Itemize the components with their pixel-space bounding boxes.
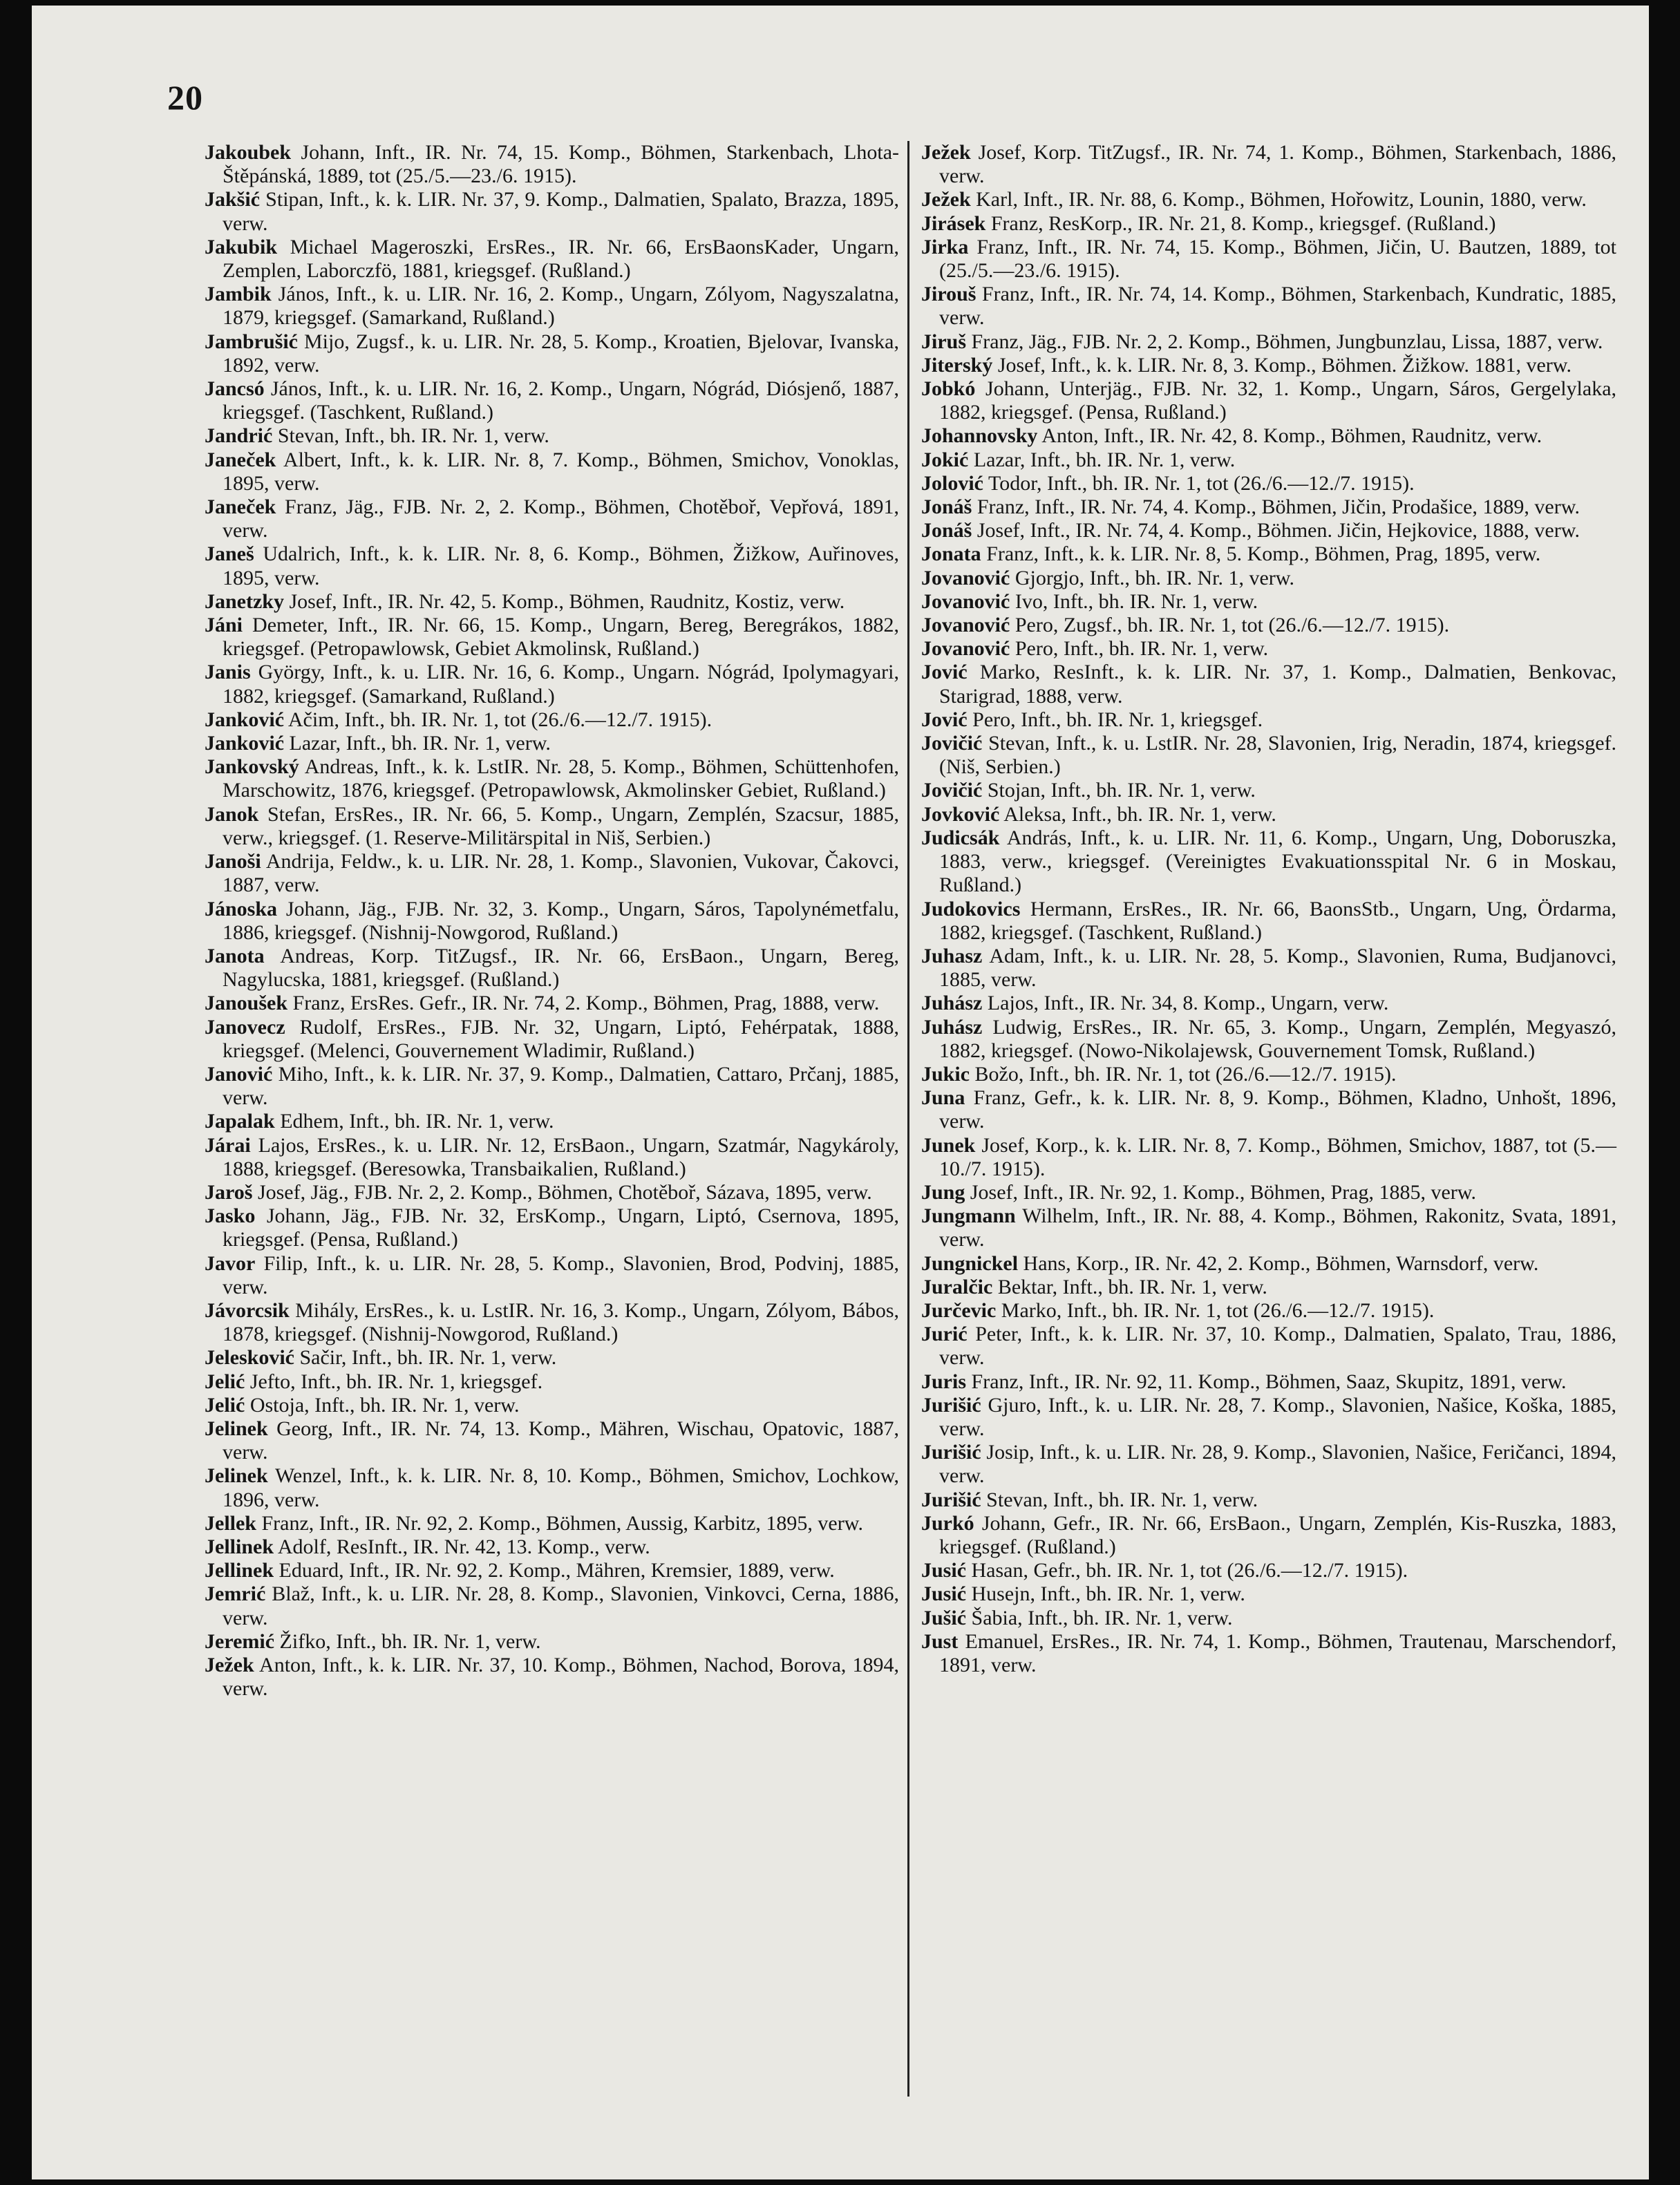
list-item — [921, 495, 1616, 519]
entry-details: Stevan, Inft., bh. IR. Nr. 1, verw. — [986, 1488, 1258, 1511]
entry-details: Franz, Jäg., FJB. Nr. 2, 2. Komp., Böhmen, Chotěboř, Vepřová, 1891, verw. — [223, 495, 900, 542]
entry-details: Franz, Inft., IR. Nr. 74, 14. Komp., Böhmen, Starkenbach, Kundratic, 1885, verw. — [939, 283, 1617, 330]
entry-surname: Jeremić — [205, 1629, 275, 1653]
list-item — [921, 1299, 1616, 1323]
list-item — [205, 732, 899, 755]
list-item — [205, 898, 899, 945]
entry-surname: Jurčevic — [921, 1298, 997, 1322]
entry-details: Franz, Inft., IR. Nr. 74, 15. Komp., Böhmen, Jičin, U. Bautzen, 1889, tot (25./5.—23./6. 1915). — [939, 235, 1616, 283]
list-item — [921, 1582, 1616, 1606]
entry-surname: Jobkó — [921, 377, 976, 401]
list-item — [921, 472, 1616, 495]
entry-details: Bektar, Inft., bh. IR. Nr. 1, verw. — [997, 1275, 1267, 1298]
list-item — [921, 330, 1616, 354]
entry-details: Josef, Inft., IR. Nr. 42, 5. Komp., Böhmen, Raudnitz, Kostiz, verw. — [289, 589, 845, 613]
list-item — [921, 1441, 1616, 1488]
right-column — [921, 141, 1616, 1677]
list-item — [205, 1535, 899, 1559]
entry-surname: Jakšić — [205, 188, 261, 211]
entry-surname: Jonata — [921, 542, 981, 566]
list-item — [205, 141, 899, 188]
list-item — [205, 850, 899, 897]
entry-surname: Janoušek — [205, 992, 288, 1015]
list-item — [921, 1181, 1616, 1204]
entry-surname: Jemrić — [205, 1582, 266, 1606]
entry-surname: Janis — [205, 661, 251, 684]
entry-surname: Juralčic — [921, 1275, 993, 1298]
entry-surname: Japalak — [205, 1110, 275, 1133]
entry-details: Pero, Zugsf., bh. IR. Nr. 1, tot (26./6.—12./7. 1915). — [1014, 614, 1450, 637]
entry-surname: Jović — [921, 661, 968, 684]
list-item — [205, 1370, 899, 1394]
entry-surname: Janeček — [205, 448, 276, 471]
list-item — [205, 1016, 899, 1063]
list-item — [921, 424, 1616, 448]
entry-surname: Jolović — [921, 471, 983, 495]
list-item — [921, 637, 1616, 661]
entry-surname: Jurišić — [921, 1488, 981, 1511]
list-item — [921, 1063, 1616, 1086]
entry-details: Josef, Inft., IR. Nr. 74, 4. Komp., Böhmen. Jičin, Hejkovice, 1888, verw. — [976, 519, 1580, 542]
list-item — [921, 614, 1616, 637]
entry-surname: Janković — [205, 732, 285, 755]
list-item — [921, 945, 1616, 992]
entry-details: Sačir, Inft., bh. IR. Nr. 1, verw. — [299, 1346, 557, 1370]
entry-details: Mijo, Zugsf., k. u. LIR. Nr. 28, 5. Komp., Kroatien, Bjelovar, Ivanska, 1892, verw. — [223, 330, 899, 377]
entry-surname: Járai — [205, 1133, 251, 1157]
entry-details: Anton, Inft., IR. Nr. 42, 8. Komp., Böhmen, Raudnitz, verw. — [1041, 424, 1542, 448]
entry-surname: Jakubik — [205, 235, 278, 258]
entry-details: Demeter, Inft., IR. Nr. 66, 15. Komp., Ungarn, Bereg, Beregrákos, 1882, kriegsgef. (Petropawlowsk, Gebiet Akmolinsk, Rußland.) — [223, 614, 900, 661]
list-item — [921, 1370, 1616, 1394]
entry-details: Johann, Jäg., FJB. Nr. 32, 3. Komp., Ungarn, Sáros, Tapolynémetfalu, 1886, kriegsgef. (Nishnij-Nowgorod, Rußland.) — [223, 897, 900, 944]
list-item — [921, 1252, 1616, 1276]
entry-surname: Jušić — [921, 1606, 967, 1629]
list-item — [205, 424, 899, 448]
document-page — [32, 6, 1649, 2179]
entry-surname: Jovanović — [921, 637, 1010, 661]
entry-surname: Judokovics — [921, 897, 1021, 920]
list-item — [205, 945, 899, 992]
list-item — [921, 661, 1616, 708]
entry-details: Michael Mageroszki, ErsRes., IR. Nr. 66, ErsBaonsKader, Ungarn, Zemplen, Laborczfö, 1881, kriegsgef. (Rußland.) — [223, 235, 899, 283]
entry-details: János, Inft., k. u. LIR. Nr. 16, 2. Komp., Ungarn, Nógrád, Diósjenő, 1887, kriegsgef. (Taschkent, Rußland.) — [223, 377, 899, 424]
list-item — [205, 1204, 899, 1251]
list-item — [921, 1607, 1616, 1630]
list-item — [921, 590, 1616, 614]
entry-surname: Jellinek — [205, 1535, 274, 1558]
entry-details: Marko, ResInft., k. k. LIR. Nr. 37, 1. Komp., Dalmatien, Benkovac, Starigrad, 1888, verw. — [939, 661, 1617, 708]
list-item — [205, 755, 899, 802]
entry-surname: Juris — [921, 1370, 967, 1393]
entry-details: Franz, Inft., IR. Nr. 92, 2. Komp., Böhmen, Aussig, Karbitz, 1895, verw. — [261, 1511, 863, 1535]
list-item — [921, 1512, 1616, 1559]
entry-details: Lazar, Inft., bh. IR. Nr. 1, verw. — [289, 732, 551, 755]
left-column — [205, 141, 899, 1701]
list-item — [205, 1063, 899, 1110]
entry-surname: Jambrušić — [205, 330, 298, 353]
entry-surname: Jovanović — [921, 589, 1010, 613]
list-item — [921, 779, 1616, 802]
list-item — [205, 330, 899, 377]
entry-surname: Jovičić — [921, 779, 983, 802]
list-item — [921, 708, 1616, 732]
entry-details: Ačim, Inft., bh. IR. Nr. 1, tot (26./6.—12./7. 1915). — [287, 708, 712, 731]
entry-details: Emanuel, ErsRes., IR. Nr. 74, 1. Komp., Böhmen, Trautenau, Marschendorf, 1891, verw. — [939, 1629, 1616, 1676]
entry-details: Stojan, Inft., bh. IR. Nr. 1, verw. — [987, 779, 1256, 802]
entry-surname: Jukic — [921, 1062, 970, 1086]
list-item — [205, 1346, 899, 1370]
entry-surname: Janetzky — [205, 589, 284, 613]
entry-details: Lajos, ErsRes., k. u. LIR. Nr. 12, ErsBaon., Ungarn, Szatmár, Nagykároly, 1888, kriegsgef. (Beresowka, Transbaikalien, Rußland.) — [223, 1133, 899, 1180]
list-item — [921, 1086, 1616, 1133]
entry-surname: Jungnickel — [921, 1251, 1019, 1275]
entry-details: Eduard, Inft., IR. Nr. 92, 2. Komp., Mähren, Kremsier, 1889, verw. — [279, 1559, 835, 1582]
list-item — [205, 1181, 899, 1204]
entry-details: Andreas, Inft., k. k. LstIR. Nr. 28, 5. Komp., Böhmen, Schüttenhofen, Marschowitz, 1876, kriegsgef. (Petropawlowsk, Akmolinsker Gebiet, Rußland.) — [223, 755, 899, 802]
entry-surname: Janoši — [205, 850, 261, 873]
column-divider — [907, 141, 909, 2097]
entry-details: Johann, Unterjäg., FJB. Nr. 32, 1. Komp., Ungarn, Sáros, Gergelylaka, 1882, kriegsgef. (Pensa, Rußland.) — [939, 377, 1617, 424]
list-item — [921, 1323, 1616, 1370]
entry-details: György, Inft., k. u. LIR. Nr. 16, 6. Komp., Ungarn. Nógrád, Ipolymagyari, 1882, kriegsgef. (Samarkand, Rußland.) — [223, 661, 899, 708]
list-item — [921, 992, 1616, 1015]
entry-details: Husejn, Inft., bh. IR. Nr. 1, verw. — [971, 1582, 1245, 1606]
entry-details: Johann, Inft., IR. Nr. 74, 15. Komp., Böhmen, Starkenbach, Lhota-Štěpánská, 1889, tot (25./5.—23./6. 1915). — [223, 141, 900, 188]
entry-surname: Jánoska — [205, 897, 278, 920]
entry-details: Josef, Korp. TitZugsf., IR. Nr. 74, 1. Komp., Böhmen, Starkenbach, 1886, verw. — [939, 141, 1616, 188]
list-item — [205, 495, 899, 542]
entry-details: Jefto, Inft., bh. IR. Nr. 1, kriegsgef. — [249, 1370, 543, 1393]
entry-details: Pero, Inft., bh. IR. Nr. 1, kriegsgef. — [972, 708, 1263, 731]
entry-surname: Jurkó — [921, 1511, 974, 1535]
entry-surname: Johannovsky — [921, 424, 1038, 448]
entry-surname: Jirásek — [921, 211, 986, 235]
entry-details: Šabia, Inft., bh. IR. Nr. 1, verw. — [971, 1606, 1233, 1629]
entry-surname: Jiterský — [921, 353, 993, 377]
list-item — [205, 1134, 899, 1181]
entry-details: Hans, Korp., IR. Nr. 42, 2. Komp., Böhmen, Warnsdorf, verw. — [1023, 1251, 1539, 1275]
list-item — [205, 377, 899, 424]
list-item — [921, 732, 1616, 779]
list-item — [921, 283, 1616, 330]
entry-surname: Jandrić — [205, 424, 273, 448]
entry-details: Franz, Gefr., k. k. LIR. Nr. 8, 9. Komp., Böhmen, Kladno, Unhošt, 1896, verw. — [939, 1086, 1617, 1133]
entry-surname: Jelić — [205, 1393, 245, 1417]
entry-surname: Jelinek — [205, 1417, 268, 1440]
entry-surname: Janota — [205, 944, 265, 967]
entry-details: Ivo, Inft., bh. IR. Nr. 1, verw. — [1014, 589, 1258, 613]
list-item — [921, 1204, 1616, 1251]
list-item — [205, 992, 899, 1015]
list-item — [205, 448, 899, 495]
entry-surname: Jurić — [921, 1323, 968, 1346]
entry-details: Edhem, Inft., bh. IR. Nr. 1, verw. — [280, 1110, 554, 1133]
entry-details: Peter, Inft., k. k. LIR. Nr. 37, 10. Komp., Dalmatien, Spalato, Trau, 1886, verw. — [939, 1323, 1616, 1370]
entry-surname: Jovković — [921, 802, 1000, 826]
list-item — [205, 283, 899, 330]
list-item — [205, 590, 899, 614]
list-item — [921, 826, 1616, 898]
entry-surname: Jelić — [205, 1370, 245, 1393]
entry-surname: Jávorcsik — [205, 1298, 290, 1322]
list-item — [205, 1299, 899, 1346]
list-item — [921, 1016, 1616, 1063]
list-item — [205, 1559, 899, 1582]
entry-details: Johann, Gefr., IR. Nr. 66, ErsBaon., Ungarn, Zemplén, Kis-Ruszka, 1883, kriegsgef. (Rußland.) — [939, 1511, 1616, 1558]
list-item — [921, 519, 1616, 542]
entry-details: Josef, Jäg., FJB. Nr. 2, 2. Komp., Böhmen, Chotěboř, Sázava, 1895, verw. — [257, 1180, 872, 1204]
entry-details: Lajos, Inft., IR. Nr. 34, 8. Komp., Ungarn, verw. — [987, 992, 1389, 1015]
entry-details: Ostoja, Inft., bh. IR. Nr. 1, verw. — [249, 1393, 520, 1417]
entry-surname: Jovanović — [921, 566, 1010, 589]
entry-details: Hermann, ErsRes., IR. Nr. 66, BaonsStb., Ungarn, Ung, Ördarma, 1882, kriegsgef. (Taschkent, Rußland.) — [939, 897, 1616, 944]
entry-details: Gjuro, Inft., k. u. LIR. Nr. 28, 7. Komp., Slavonien, Našice, Koška, 1885, verw. — [939, 1393, 1616, 1440]
entry-surname: Juna — [921, 1086, 965, 1110]
entry-surname: Janović — [205, 1062, 273, 1086]
entry-surname: Janković — [205, 708, 285, 731]
entry-surname: Jungmann — [921, 1204, 1016, 1228]
entry-surname: Juhász — [921, 1015, 983, 1039]
list-item — [921, 1559, 1616, 1582]
entry-details: Stefan, ErsRes., IR. Nr. 66, 5. Komp., Ungarn, Zemplén, Szacsur, 1885, verw., kriegsgef. (1. Reserve-Militärspital in Niš, Serbien.) — [223, 802, 900, 849]
entry-surname: Jancsó — [205, 377, 265, 401]
list-item — [921, 236, 1616, 283]
list-item — [205, 803, 899, 850]
entry-details: Hasan, Gefr., bh. IR. Nr. 1, tot (26./6.—12./7. 1915). — [971, 1559, 1408, 1582]
list-item — [921, 1276, 1616, 1299]
list-item — [921, 1134, 1616, 1181]
entry-details: Aleksa, Inft., bh. IR. Nr. 1, verw. — [1003, 802, 1276, 826]
entry-details: Wilhelm, Inft., IR. Nr. 88, 4. Komp., Böhmen, Rakonitz, Svata, 1891, verw. — [939, 1204, 1616, 1251]
entry-surname: Jelinek — [205, 1464, 268, 1488]
entry-details: Karl, Inft., IR. Nr. 88, 6. Komp., Böhmen, Hořowitz, Lounin, 1880, verw. — [976, 188, 1587, 211]
entry-surname: Juhasz — [921, 944, 983, 967]
list-item — [921, 212, 1616, 236]
entry-surname: Jovanović — [921, 614, 1010, 637]
entry-surname: Jellinek — [205, 1559, 274, 1582]
entry-details: Miho, Inft., k. k. LIR. Nr. 37, 9. Komp., Dalmatien, Cattaro, Prčanj, 1885, verw. — [223, 1062, 899, 1110]
entry-surname: Jáni — [205, 614, 243, 637]
entry-surname: Jokić — [921, 448, 969, 471]
list-item — [205, 542, 899, 589]
entry-details: Todor, Inft., bh. IR. Nr. 1, tot (26./6.—12./7. 1915). — [988, 471, 1415, 495]
entry-surname: Jelesković — [205, 1346, 294, 1370]
page-number: 20 — [167, 78, 203, 117]
entry-details: Stevan, Inft., bh. IR. Nr. 1, verw. — [277, 424, 549, 448]
entry-details: Anton, Inft., k. k. LIR. Nr. 37, 10. Komp., Böhmen, Nachod, Borova, 1894, verw. — [223, 1654, 899, 1701]
entry-details: Filip, Inft., k. u. LIR. Nr. 28, 5. Komp., Slavonien, Brod, Podvinj, 1885, verw. — [223, 1251, 900, 1298]
entry-surname: Jusić — [921, 1582, 967, 1606]
entry-details: András, Inft., k. u. LIR. Nr. 11, 6. Komp., Ungarn, Ung, Doboruszka, 1883, verw., kriegsgef. (Vereinigtes Evakuationsspital Nr. 6 in Moskau, Rußland.) — [939, 826, 1616, 897]
list-item — [205, 1654, 899, 1701]
list-item — [205, 1582, 899, 1629]
entry-surname: Judicsák — [921, 826, 1000, 849]
entry-details: Blaž, Inft., k. u. LIR. Nr. 28, 8. Komp., Slavonien, Vinkovci, Cerna, 1886, verw. — [223, 1582, 900, 1629]
entry-surname: Janeš — [205, 542, 254, 566]
list-item — [921, 1488, 1616, 1512]
entry-surname: Jurišić — [921, 1441, 981, 1464]
entry-details: Franz, Inft., k. k. LIR. Nr. 8, 5. Komp., Böhmen, Prag, 1895, verw. — [986, 542, 1541, 566]
entry-surname: Jellek — [205, 1511, 256, 1535]
list-item — [205, 614, 899, 661]
entry-details: Josip, Inft., k. u. LIR. Nr. 28, 9. Komp., Slavonien, Našice, Feričanci, 1894, verw. — [939, 1441, 1616, 1488]
list-item — [205, 1417, 899, 1464]
entry-details: Johann, Jäg., FJB. Nr. 32, ErsKomp., Ungarn, Liptó, Csernova, 1895, kriegsgef. (Pensa, Rußland.) — [223, 1204, 900, 1251]
entry-details: Gjorgjo, Inft., bh. IR. Nr. 1, verw. — [1014, 566, 1294, 589]
entry-details: Albert, Inft., k. k. LIR. Nr. 8, 7. Komp., Böhmen, Smichov, Vonoklas, 1895, verw. — [223, 448, 899, 495]
list-item — [205, 1512, 899, 1535]
entry-details: Stevan, Inft., k. u. LstIR. Nr. 28, Slavonien, Irig, Neradin, 1874, kriegsgef. (Niš, Serbien.) — [939, 732, 1617, 779]
list-item — [205, 1110, 899, 1133]
list-item — [921, 1630, 1616, 1677]
list-item — [205, 236, 899, 283]
entry-details: Josef, Inft., k. k. LIR. Nr. 8, 3. Komp., Böhmen. Žižkow. 1881, verw. — [997, 353, 1572, 377]
list-item — [205, 708, 899, 732]
entry-surname: Junek — [921, 1133, 976, 1157]
list-item — [921, 1394, 1616, 1441]
entry-surname: Jović — [921, 708, 968, 731]
list-item — [205, 1464, 899, 1511]
entry-surname: Jiruš — [921, 330, 967, 353]
list-item — [921, 567, 1616, 590]
entry-details: Mihály, ErsRes., k. u. LstIR. Nr. 16, 3. Komp., Ungarn, Zólyom, Bábos, 1878, kriegsgef. (Nishnij-Nowgorod, Rußland.) — [223, 1298, 899, 1346]
entry-surname: Jovičić — [921, 732, 983, 755]
entry-surname: Jambik — [205, 283, 272, 306]
entry-surname: Jonáš — [921, 519, 972, 542]
entry-details: Rudolf, ErsRes., FJB. Nr. 32, Ungarn, Liptó, Fehérpatak, 1888, kriegsgef. (Melenci, Gouvernement Wladimir, Rußland.) — [223, 1015, 899, 1062]
entry-surname: Janeček — [205, 495, 276, 519]
list-item — [921, 542, 1616, 566]
entry-details: Andrija, Feldw., k. u. LIR. Nr. 28, 1. Komp., Slavonien, Vukovar, Čakovci, 1887, verw. — [223, 850, 899, 897]
entry-details: Georg, Inft., IR. Nr. 74, 13. Komp., Mähren, Wischau, Opatovic, 1887, verw. — [223, 1417, 900, 1464]
entry-surname: Juhász — [921, 992, 983, 1015]
entry-details: Lazar, Inft., bh. IR. Nr. 1, verw. — [973, 448, 1236, 471]
entry-details: Stipan, Inft., k. k. LIR. Nr. 37, 9. Komp., Dalmatien, Spalato, Brazza, 1895, verw. — [223, 188, 899, 235]
list-item — [205, 661, 899, 708]
entry-details: Franz, ErsRes. Gefr., IR. Nr. 74, 2. Komp., Böhmen, Prag, 1888, verw. — [292, 992, 880, 1015]
list-item — [921, 448, 1616, 472]
entry-details: Wenzel, Inft., k. k. LIR. Nr. 8, 10. Komp., Böhmen, Smichov, Lochkow, 1896, verw. — [223, 1464, 899, 1511]
entry-surname: Jirouš — [921, 283, 976, 306]
entry-surname: Ježek — [205, 1654, 254, 1676]
entry-details: Marko, Inft., bh. IR. Nr. 1, tot (26./6.—12./7. 1915). — [1001, 1298, 1435, 1322]
entry-surname: Jung — [921, 1180, 965, 1204]
entry-details: Franz, Inft., IR. Nr. 74, 4. Komp., Böhmen, Jičin, Prodašice, 1889, verw. — [976, 495, 1580, 519]
entry-details: Adam, Inft., k. u. LIR. Nr. 28, 5. Komp., Slavonien, Ruma, Budjanovci, 1885, verw. — [939, 944, 1616, 992]
entry-details: Franz, ResKorp., IR. Nr. 21, 8. Komp., kriegsgef. (Rußland.) — [990, 211, 1496, 235]
entry-surname: Ježek — [921, 141, 971, 164]
list-item — [921, 188, 1616, 211]
entry-details: Andreas, Korp. TitZugsf., IR. Nr. 66, ErsBaon., Ungarn, Bereg, Nagylucska, 1881, kriegsgef. (Rußland.) — [223, 944, 899, 992]
entry-surname: Just — [921, 1629, 959, 1653]
entry-details: Božo, Inft., bh. IR. Nr. 1, tot (26./6.—12./7. 1915). — [974, 1062, 1397, 1086]
list-item — [921, 803, 1616, 826]
entry-surname: Jirka — [921, 235, 969, 258]
entry-details: Josef, Inft., IR. Nr. 92, 1. Komp., Böhmen, Prag, 1885, verw. — [970, 1180, 1477, 1204]
entry-surname: Jakoubek — [205, 141, 292, 164]
entry-surname: Janok — [205, 802, 259, 826]
entry-surname: Janovecz — [205, 1015, 285, 1039]
list-item — [921, 377, 1616, 424]
entry-details: Ludwig, ErsRes., IR. Nr. 65, 3. Komp., Ungarn, Zemplén, Megyaszó, 1882, kriegsgef. (Nowo-Nikolajewsk, Gouvernement Tomsk, Rußland.) — [939, 1015, 1617, 1062]
entry-details: Žifko, Inft., bh. IR. Nr. 1, verw. — [279, 1629, 541, 1653]
entry-surname: Jasko — [205, 1204, 256, 1228]
entry-surname: Jankovský — [205, 755, 299, 779]
entry-surname: Jurišić — [921, 1393, 981, 1417]
entry-details: Udalrich, Inft., k. k. LIR. Nr. 8, 6. Komp., Böhmen, Žižkow, Auřinoves, 1895, verw. — [223, 542, 899, 589]
entry-surname: Jonáš — [921, 495, 972, 519]
entry-details: Franz, Inft., IR. Nr. 92, 11. Komp., Böhmen, Saaz, Skupitz, 1891, verw. — [971, 1370, 1567, 1393]
entry-surname: Jaroš — [205, 1180, 253, 1204]
entry-surname: Javor — [205, 1251, 256, 1275]
entry-details: Pero, Inft., bh. IR. Nr. 1, verw. — [1014, 637, 1269, 661]
list-item — [921, 898, 1616, 945]
entry-surname: Ježek — [921, 188, 971, 211]
entry-details: Josef, Korp., k. k. LIR. Nr. 8, 7. Komp., Böhmen, Smichov, 1887, tot (5.—10./7. 1915). — [939, 1133, 1616, 1180]
list-item — [921, 354, 1616, 377]
list-item — [205, 1252, 899, 1299]
list-item — [205, 1630, 899, 1654]
entry-details: Franz, Jäg., FJB. Nr. 2, 2. Komp., Böhmen, Jungbunzlau, Lissa, 1887, verw. — [971, 330, 1603, 353]
entry-details: János, Inft., k. u. LIR. Nr. 16, 2. Komp., Ungarn, Zólyom, Nagyszalatna, 1879, kriegsgef. (Samarkand, Rußland.) — [223, 283, 900, 330]
entry-surname: Jusić — [921, 1559, 967, 1582]
list-item — [205, 1394, 899, 1417]
entry-details: Adolf, ResInft., IR. Nr. 42, 13. Komp., verw. — [277, 1535, 650, 1558]
list-item — [205, 188, 899, 235]
list-item — [921, 141, 1616, 188]
